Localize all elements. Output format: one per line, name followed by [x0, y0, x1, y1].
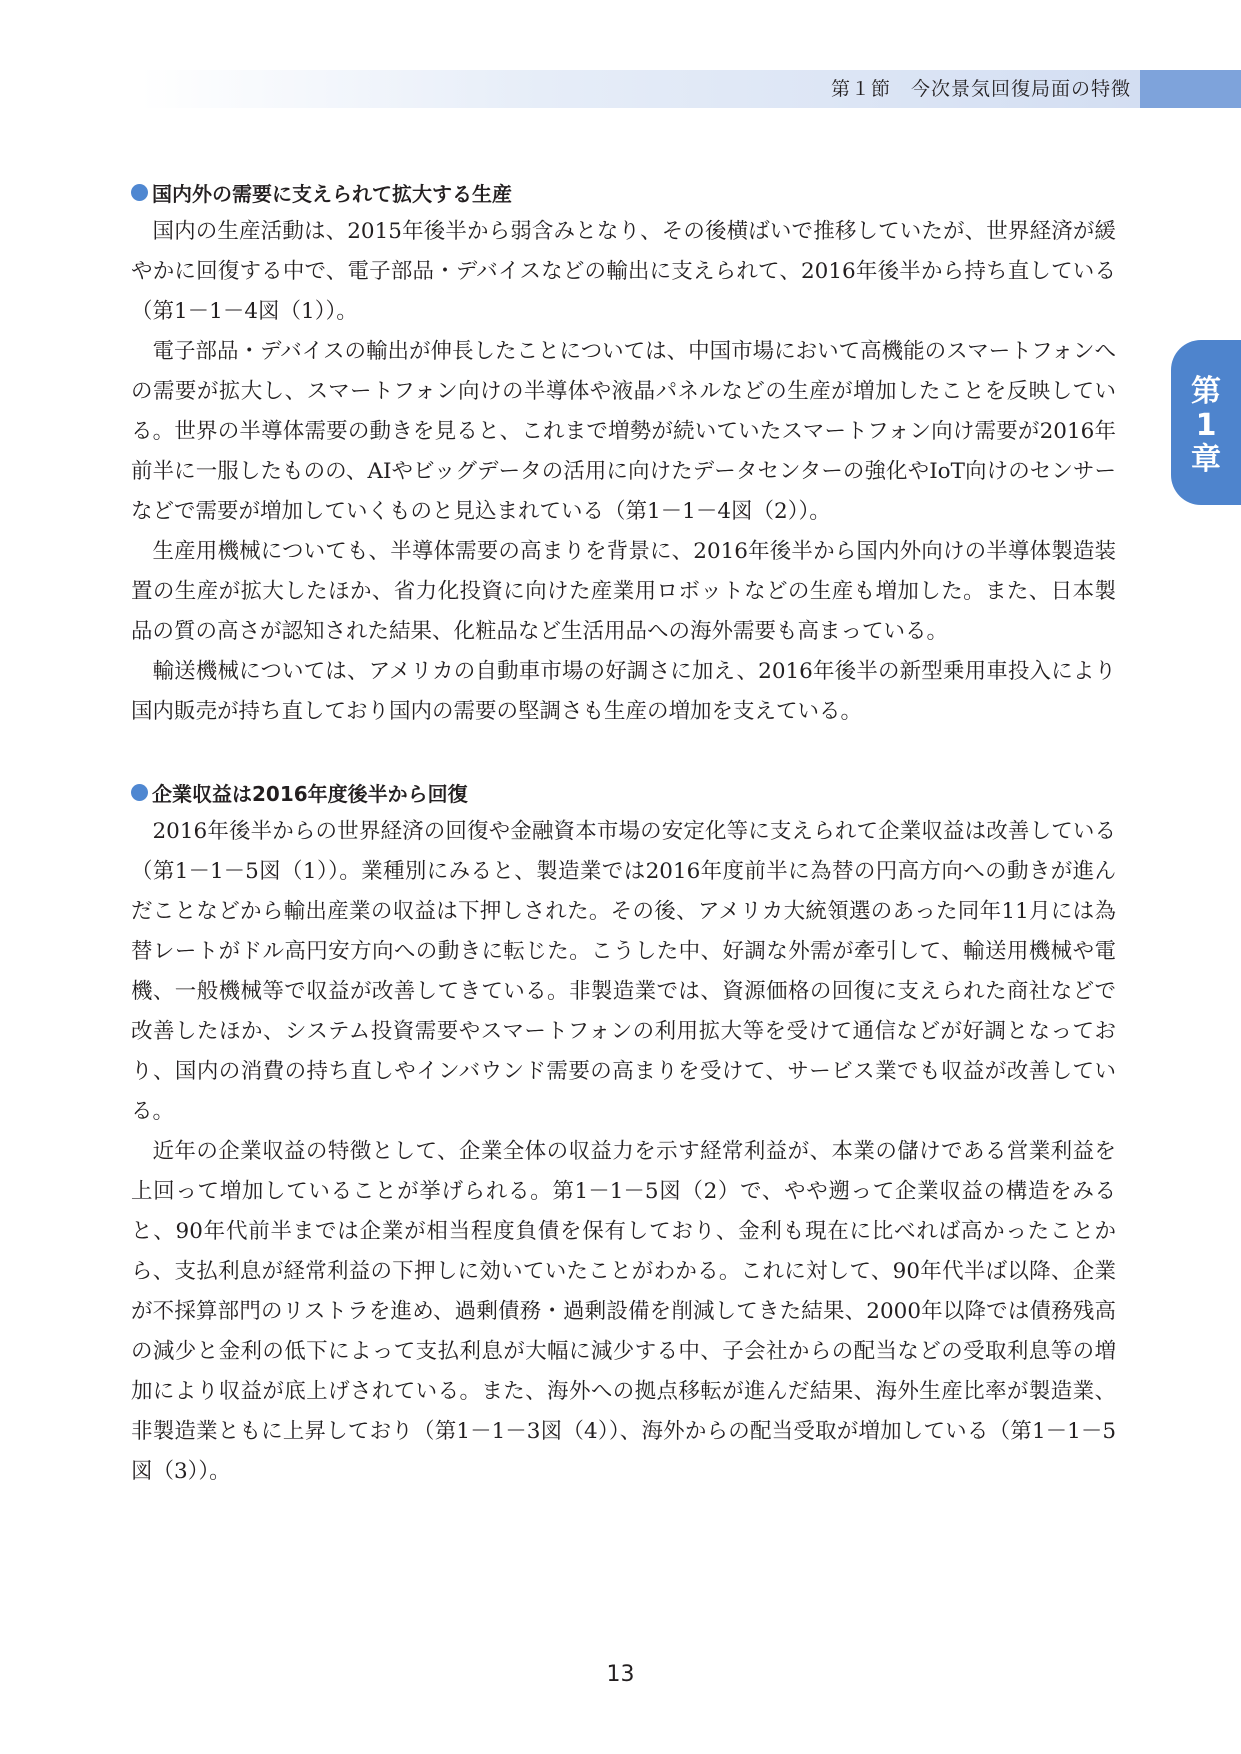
section-production: [131, 172, 1116, 732]
bullet-circle-icon: [131, 784, 148, 801]
section-corporate-profits: [131, 772, 1116, 1492]
chapter-tab-line-3: 章: [1191, 442, 1221, 477]
section-heading-text: 国内外の需要に支えられて拡大する生産: [152, 181, 512, 206]
paragraph: 近年の企業収益の特徴として、企業全体の収益力を示す経常利益が、本業の儲けである営業利益を上回って増加していることが挙げられる。第1－1－5図（2）で、やや遡って企業収益の構造をみると、90年代前半までは企業が相当程度負債を保有しており、金利も現在に比べれば高かったことから、支払利息が経常利益の下押しに効いていたことがわかる。これに対して、90年代半ば以降、企業が不採算部門のリストラを進め、過剰債務・過剰設備を削減してきた結果、2000年以降では債務残高の減少と金利の低下によって支払利息が大幅に減少する中、子会社からの配当などの受取利息等の増加により収益が底上げされている。また、海外への拠点移転が進んだ結果、海外生産比率が製造業、非製造業ともに上昇しており（第1－1－3図（4））、海外からの配当受取が増加している（第1－1－5図（3））。: [131, 1139, 1116, 1484]
chapter-tab-line-1: 第: [1191, 374, 1221, 409]
paragraph: 生産用機械についても、半導体需要の高まりを背景に、2016年後半から国内外向けの半導体製造装置の生産が拡大したほか、省力化投資に向けた産業用ロボットなどの生産も増加した。また、日本製品の質の高さが認知された結果、化粧品など生活用品への海外需要も高まっている。: [131, 539, 1116, 644]
page-body: [131, 172, 1116, 1492]
page-number: 13: [606, 1662, 635, 1687]
chapter-tab-label: [1171, 375, 1241, 477]
section-spacer: [131, 732, 1116, 772]
paragraph: 輸送機械については、アメリカの自動車市場の好調さに加え、2016年後半の新型乗用車投入により国内販売が持ち直しており国内の需要の堅調さも生産の増加を支えている。: [131, 659, 1116, 724]
running-header-title: 第１節 今次景気回復局面の特徴: [830, 78, 1131, 100]
paragraph: 電子部品・デバイスの輸出が伸長したことについては、中国市場において高機能のスマートフォンへの需要が拡大し、スマートフォン向けの半導体や液晶パネルなどの生産が増加したことを反映している。世界の半導体需要の動きを見ると、これまで増勢が続いていたスマートフォン向け需要が2016年前半に一服したものの、AIやビッグデータの活用に向けたデータセンターの強化やIoT向けのセンサーなどで需要が増加していくものと見込まれている（第1－1－4図（2））。: [131, 339, 1116, 524]
paragraph: 2016年後半からの世界経済の回復や金融資本市場の安定化等に支えられて企業収益は改善している（第1－1－5図（1））。業種別にみると、製造業では2016年度前半に為替の円高方向への動きが進んだことなどから輸出産業の収益は下押しされた。その後、アメリカ大統領選のあった同年11月には為替レートがドル高円安方向への動きに転じた。こうした中、好調な外需が牽引して、輸送用機械や電機、一般機械等で収益が改善してきている。非製造業では、資源価格の回復に支えられた商社などで改善したほか、システム投資需要やスマートフォンの利用拡大等を受けて通信などが好調となっており、国内の消費の持ち直しやインバウンド需要の高まりを受けて、サービス業でも収益が改善している。: [131, 819, 1116, 1124]
bullet-circle-icon: [131, 184, 148, 201]
paragraph: 国内の生産活動は、2015年後半から弱含みとなり、その後横ばいで推移していたが、世界経済が緩やかに回復する中で、電子部品・デバイスなどの輸出に支えられて、2016年後半から持ち直している（第1－1－4図（1））。: [131, 219, 1116, 324]
section-heading: [131, 772, 1116, 812]
chapter-tab-line-2: 1: [1195, 408, 1217, 443]
section-heading-text: 企業収益は2016年度後半から回復: [152, 781, 468, 806]
section-heading: [131, 172, 1116, 212]
header-accent-bar: [1140, 70, 1241, 108]
